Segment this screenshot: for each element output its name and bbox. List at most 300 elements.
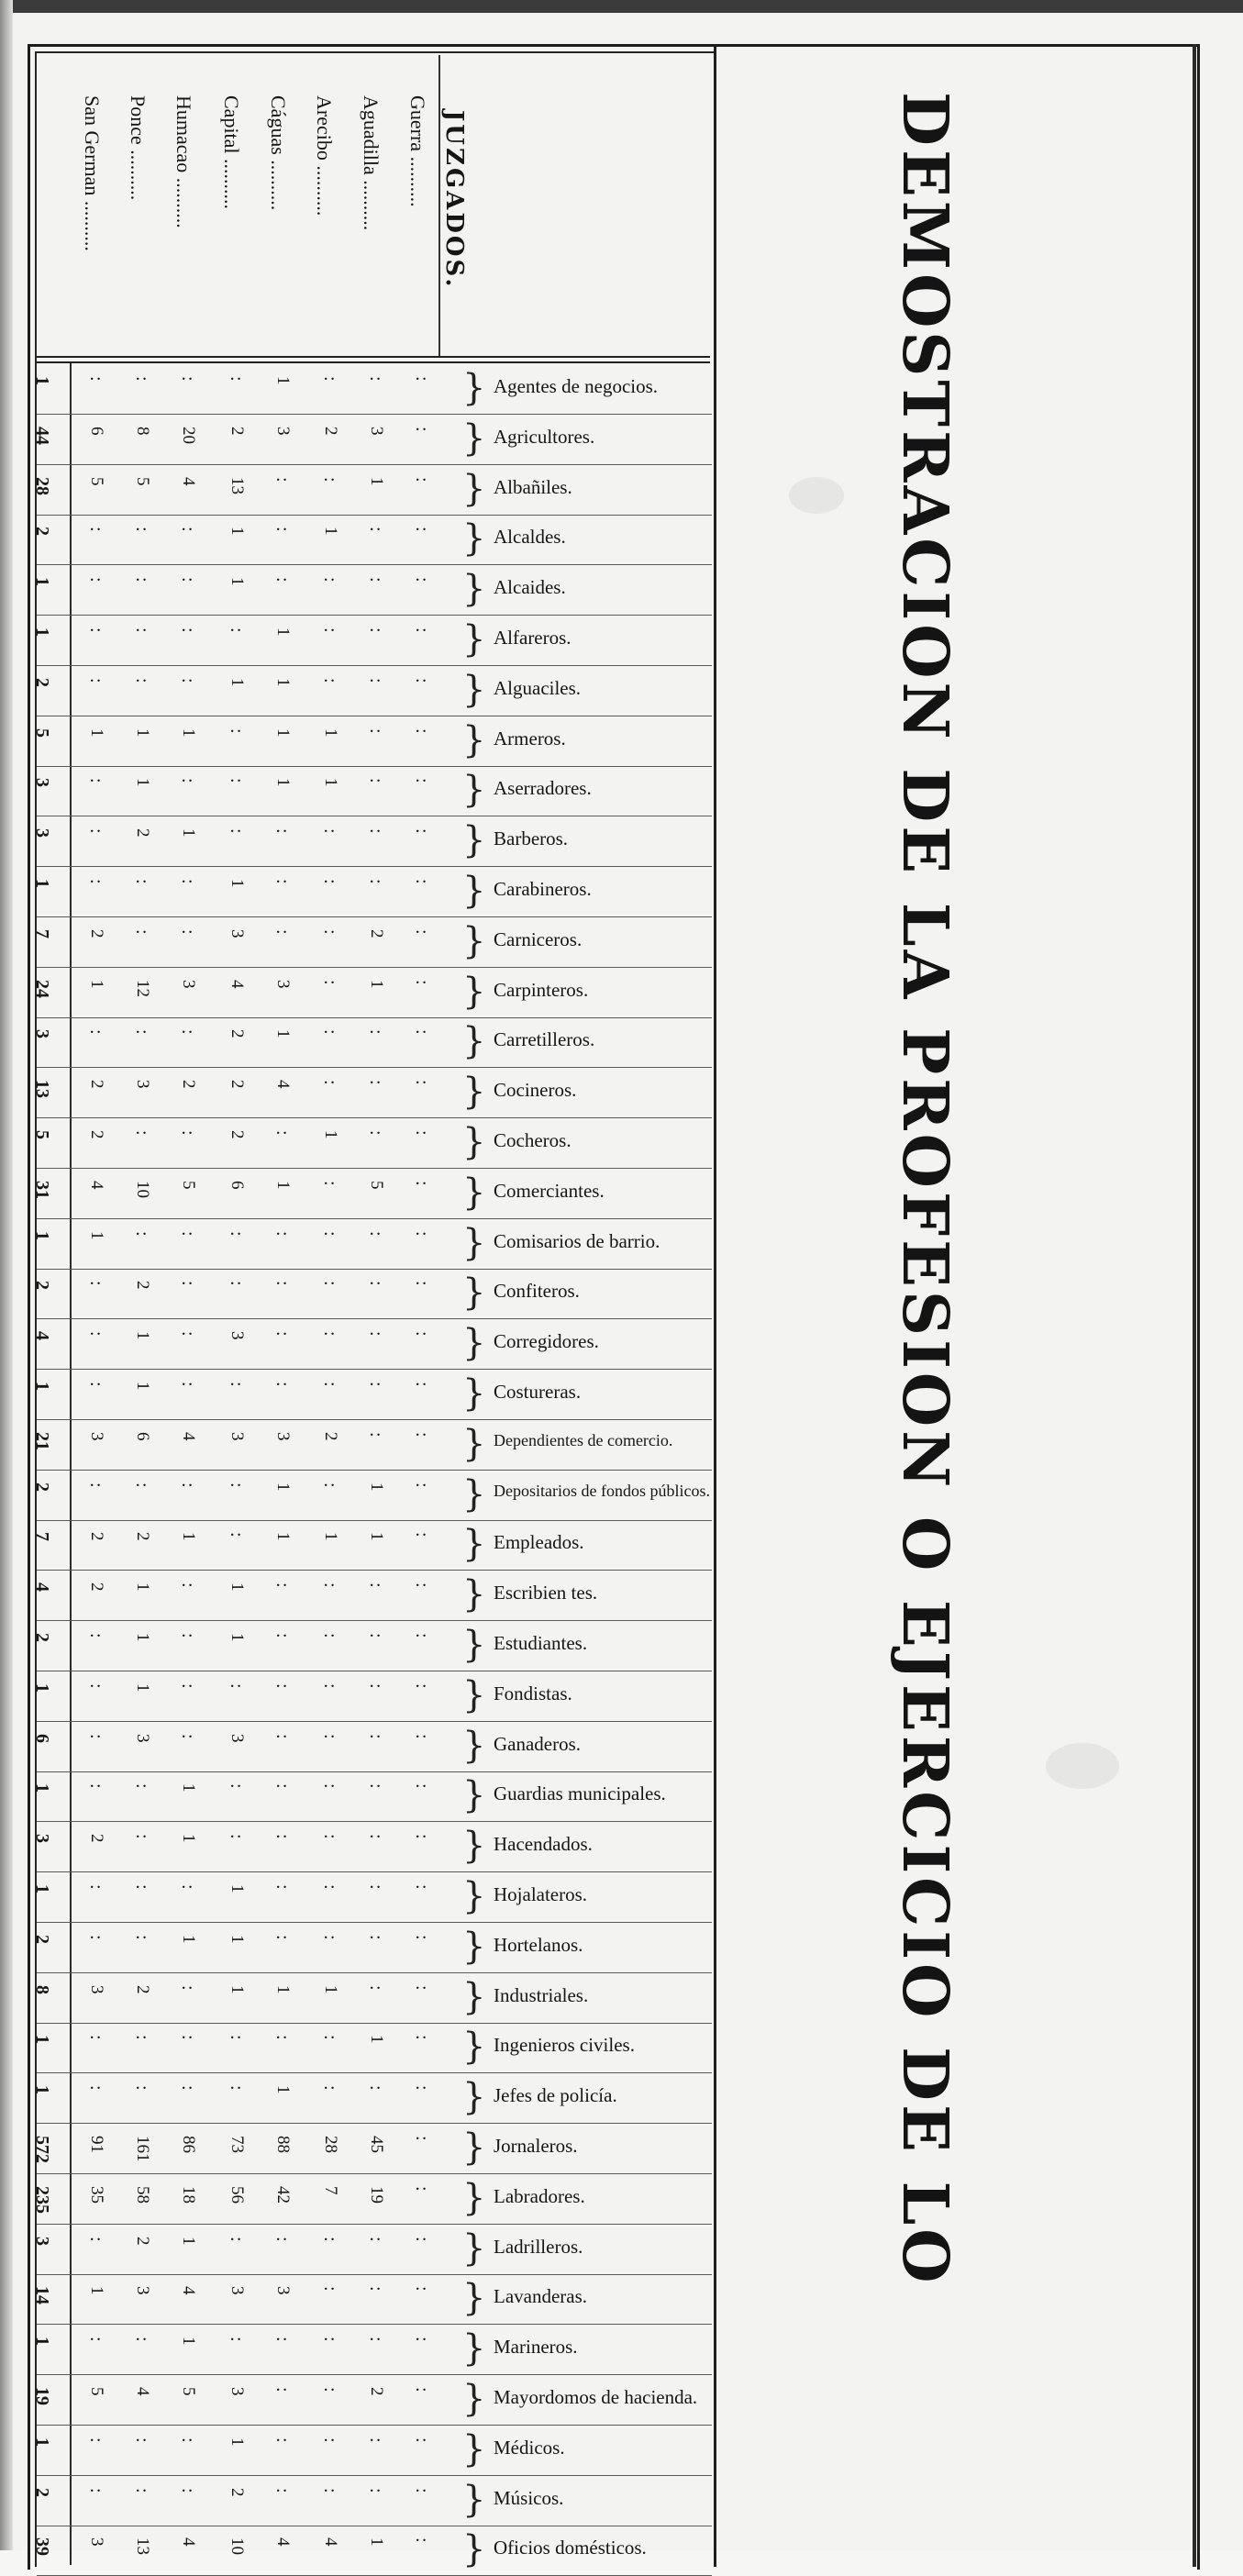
count-cell bbox=[412, 1582, 442, 1610]
count-cell bbox=[132, 677, 162, 705]
brace-mark: } bbox=[462, 568, 486, 611]
cell-value: : bbox=[178, 1029, 198, 1035]
cell-value: : bbox=[272, 2337, 293, 2342]
cell-value: : bbox=[320, 2487, 340, 2493]
count-cell bbox=[132, 879, 162, 906]
cell-value: : bbox=[320, 1281, 340, 1286]
cell-value: : bbox=[412, 2337, 432, 2342]
count-cell bbox=[366, 2337, 396, 2364]
cell-value: 3 bbox=[228, 1331, 247, 1340]
profession-label-text: Cocineros. bbox=[494, 1079, 577, 1102]
count-cell bbox=[86, 2236, 117, 2264]
cell-value: 1 bbox=[321, 727, 340, 738]
cell-value: 2 bbox=[179, 1080, 198, 1089]
cell-value: : bbox=[366, 1382, 386, 1387]
count-cell bbox=[227, 2085, 257, 2113]
count-cell bbox=[272, 527, 303, 554]
cell-value: : bbox=[86, 2337, 106, 2342]
row-total bbox=[32, 527, 62, 554]
count-cell bbox=[367, 2387, 396, 2415]
brace-mark: } bbox=[462, 2427, 486, 2471]
count-cell bbox=[412, 1281, 442, 1308]
count-cell bbox=[178, 1230, 208, 1259]
cell-value: : bbox=[320, 1682, 340, 1689]
count-cell bbox=[87, 1180, 117, 1208]
cell-value: : bbox=[272, 1733, 293, 1739]
count-cell bbox=[178, 1984, 208, 2013]
count-cell bbox=[320, 1934, 350, 1962]
row-total bbox=[32, 2185, 62, 2214]
cell-value: : bbox=[366, 2437, 386, 2443]
cell-value: 1 bbox=[367, 979, 386, 989]
count-cell bbox=[228, 1733, 257, 1761]
cell-value: 1 bbox=[179, 2337, 198, 2346]
cell-value: 4 bbox=[228, 979, 247, 989]
cell-value: : bbox=[272, 928, 293, 935]
table-row bbox=[32, 2225, 712, 2275]
count-cell bbox=[132, 1482, 162, 1510]
cell-value: : bbox=[366, 2337, 386, 2342]
table-row bbox=[32, 1722, 712, 1772]
count-cell bbox=[86, 577, 117, 605]
cell-value: 3 bbox=[87, 1984, 106, 1994]
cell-value: : bbox=[366, 778, 386, 783]
count-cell bbox=[320, 577, 350, 605]
profession-label bbox=[457, 769, 934, 812]
profession-label bbox=[457, 1825, 934, 1868]
brace-mark: } bbox=[462, 1121, 486, 1163]
cell-value: : bbox=[132, 527, 152, 532]
count-cell bbox=[132, 2085, 162, 2113]
cell-value: : bbox=[366, 1783, 386, 1789]
cell-value: 1 bbox=[32, 1884, 52, 1893]
count-cell bbox=[87, 2537, 117, 2565]
court-name: Arecibo .......... bbox=[313, 95, 336, 217]
row-total bbox=[32, 1783, 62, 1811]
table-row bbox=[32, 1671, 712, 1722]
cell-value: : bbox=[178, 879, 198, 884]
count-cell bbox=[272, 1281, 303, 1308]
brace-mark: } bbox=[462, 1825, 486, 1868]
cell-value: : bbox=[412, 1180, 432, 1186]
cell-value: : bbox=[320, 2236, 340, 2242]
brace-mark: } bbox=[462, 1925, 486, 1968]
cell-value: 1 bbox=[32, 1230, 52, 1240]
cell-value: 58 bbox=[133, 2185, 152, 2204]
cell-value: : bbox=[412, 979, 432, 985]
count-cell bbox=[320, 828, 350, 856]
cell-value: 1 bbox=[179, 1783, 198, 1793]
cell-value: 86 bbox=[179, 2136, 198, 2153]
count-cell bbox=[133, 1682, 162, 1711]
cell-value: 2 bbox=[32, 1482, 52, 1492]
cell-value: : bbox=[412, 1783, 432, 1789]
count-cell bbox=[366, 1783, 396, 1811]
cell-value: : bbox=[132, 1230, 152, 1237]
count-cell bbox=[320, 2035, 350, 2062]
count-cell bbox=[320, 1180, 350, 1208]
cell-value: : bbox=[320, 879, 340, 884]
count-cell bbox=[179, 2337, 208, 2364]
cell-value: : bbox=[132, 1783, 152, 1789]
cell-value: 1 bbox=[87, 727, 106, 738]
count-cell bbox=[366, 1281, 396, 1308]
cell-value: 1 bbox=[133, 1582, 152, 1592]
cell-value: : bbox=[366, 1080, 386, 1085]
cell-value: : bbox=[86, 2035, 106, 2040]
count-cell bbox=[178, 376, 208, 404]
cell-value: 1 bbox=[273, 1180, 293, 1190]
row-total bbox=[32, 1130, 62, 1158]
cell-value: 1 bbox=[273, 1029, 293, 1038]
cell-value: : bbox=[320, 2286, 340, 2292]
count-cell bbox=[87, 1230, 117, 1259]
cell-value: : bbox=[412, 879, 432, 884]
court-name: Capital .......... bbox=[220, 95, 243, 210]
count-cell bbox=[321, 426, 350, 454]
profession-label bbox=[457, 2327, 934, 2371]
count-cell bbox=[366, 727, 396, 756]
profession-label bbox=[457, 1523, 934, 1566]
cell-value: : bbox=[178, 1682, 198, 1689]
cell-value: 1 bbox=[367, 2035, 386, 2044]
count-cell bbox=[178, 2437, 208, 2465]
cell-value: : bbox=[86, 1733, 106, 1739]
cell-value: 1 bbox=[32, 2085, 52, 2095]
cell-value: 4 bbox=[32, 1331, 52, 1341]
header-bottom-rule-double bbox=[37, 361, 710, 363]
count-cell bbox=[86, 1783, 117, 1811]
count-cell bbox=[132, 1884, 162, 1912]
count-cell bbox=[412, 2537, 442, 2565]
cell-value: : bbox=[320, 1884, 340, 1890]
cell-value: : bbox=[412, 1884, 432, 1890]
cell-value: : bbox=[178, 1582, 198, 1588]
cell-value: : bbox=[366, 2286, 386, 2292]
count-cell bbox=[320, 2487, 350, 2515]
count-cell bbox=[132, 527, 162, 554]
count-cell bbox=[412, 476, 442, 505]
cell-value: 13 bbox=[32, 1080, 52, 1099]
cell-value: : bbox=[86, 1783, 106, 1789]
brace-mark: } bbox=[462, 1624, 486, 1666]
count-cell bbox=[412, 778, 442, 805]
count-cell bbox=[367, 1482, 396, 1510]
cell-value: 3 bbox=[32, 828, 52, 838]
count-cell bbox=[320, 376, 350, 404]
count-cell bbox=[133, 727, 162, 756]
count-cell bbox=[87, 928, 117, 957]
cell-value: : bbox=[412, 2537, 432, 2543]
row-total bbox=[32, 677, 62, 705]
cell-value: : bbox=[132, 1834, 152, 1839]
court-name: Guerra .......... bbox=[406, 95, 429, 207]
cell-value: : bbox=[320, 1834, 340, 1839]
cell-value: : bbox=[178, 1382, 198, 1387]
cell-value: : bbox=[412, 476, 432, 483]
cell-value: 3 bbox=[273, 426, 293, 436]
count-cell bbox=[320, 879, 350, 906]
profession-label bbox=[457, 1271, 934, 1315]
cell-value: : bbox=[412, 727, 432, 734]
count-cell bbox=[273, 2537, 303, 2565]
count-cell bbox=[320, 2286, 350, 2314]
count-cell bbox=[320, 1230, 350, 1259]
cell-value: : bbox=[320, 2337, 340, 2342]
brace-mark: } bbox=[462, 870, 486, 912]
cell-value: : bbox=[366, 828, 386, 834]
cell-value: : bbox=[132, 627, 152, 633]
profession-label-text: Fondistas. bbox=[494, 1682, 572, 1704]
brace-mark: } bbox=[462, 2076, 486, 2119]
profession-label-text: Armeros. bbox=[494, 727, 566, 749]
cell-value: 39 bbox=[32, 2537, 52, 2557]
brace-mark: } bbox=[462, 416, 486, 460]
brace-mark: } bbox=[462, 2226, 486, 2270]
count-cell bbox=[179, 2185, 208, 2214]
count-cell bbox=[273, 677, 303, 705]
cell-value: 1 bbox=[228, 1884, 247, 1893]
table-row bbox=[32, 968, 712, 1018]
cell-value: 1 bbox=[367, 476, 386, 486]
count-cell bbox=[320, 928, 350, 957]
count-cell bbox=[132, 2437, 162, 2465]
count-cell bbox=[412, 2035, 442, 2062]
count-cell bbox=[179, 727, 208, 756]
cell-value: : bbox=[366, 2487, 386, 2493]
profession-label-text: Ladrilleros. bbox=[494, 2235, 583, 2258]
cell-value: 24 bbox=[32, 979, 52, 998]
table-row bbox=[32, 2526, 712, 2576]
count-cell bbox=[228, 1431, 257, 1460]
cell-value: : bbox=[366, 879, 386, 884]
table-row bbox=[32, 2274, 712, 2325]
cell-value: 1 bbox=[321, 1984, 340, 1994]
cell-value: 5 bbox=[32, 727, 52, 738]
cell-value: 1 bbox=[32, 879, 52, 888]
table-row bbox=[32, 565, 712, 616]
row-total bbox=[32, 2136, 62, 2163]
profession-label-text: Alcaides. bbox=[494, 576, 566, 599]
cell-value: : bbox=[227, 2035, 247, 2040]
cell-value: : bbox=[412, 1281, 432, 1286]
cell-value: : bbox=[178, 2085, 198, 2091]
cell-value: : bbox=[320, 1331, 340, 1337]
cell-value: 6 bbox=[133, 1431, 152, 1441]
cell-value: 1 bbox=[273, 1984, 293, 1994]
cell-value: : bbox=[366, 1130, 386, 1136]
count-cell bbox=[412, 2185, 442, 2214]
table-row bbox=[32, 2375, 712, 2426]
brace-mark: } bbox=[462, 819, 486, 862]
count-cell bbox=[320, 1029, 350, 1057]
row-total bbox=[32, 1029, 62, 1057]
cell-value: 4 bbox=[273, 1080, 293, 1089]
cell-value: : bbox=[178, 577, 198, 583]
cell-value: : bbox=[178, 627, 198, 633]
row-total bbox=[32, 979, 62, 1007]
cell-value: 1 bbox=[133, 1331, 152, 1340]
cell-value: : bbox=[412, 1431, 432, 1438]
table-row bbox=[32, 1319, 712, 1370]
profession-label bbox=[457, 1372, 934, 1415]
cell-value: : bbox=[366, 376, 386, 382]
cell-value: 1 bbox=[228, 1984, 247, 1994]
brace-mark: } bbox=[462, 618, 486, 661]
count-cell bbox=[133, 2537, 162, 2565]
profession-label-text: Dependientes de comercio. bbox=[494, 1430, 673, 1449]
count-cell bbox=[366, 1029, 396, 1057]
count-cell bbox=[178, 879, 208, 906]
cell-value: : bbox=[227, 1834, 247, 1839]
count-cell bbox=[366, 1934, 396, 1962]
count-cell bbox=[366, 1230, 396, 1259]
cell-value: 18 bbox=[179, 2185, 198, 2204]
count-cell bbox=[86, 376, 117, 404]
cell-value: 1 bbox=[273, 727, 293, 738]
count-cell bbox=[228, 426, 257, 454]
count-cell bbox=[227, 627, 257, 655]
count-cell bbox=[272, 1382, 303, 1409]
profession-label bbox=[457, 568, 934, 611]
cell-value: 1 bbox=[87, 1230, 106, 1240]
count-cell bbox=[320, 2236, 350, 2264]
count-cell bbox=[412, 879, 442, 906]
count-cell bbox=[412, 1984, 442, 2013]
count-cell bbox=[179, 2136, 208, 2163]
count-cell bbox=[86, 1331, 117, 1359]
cell-value: 2 bbox=[228, 426, 247, 436]
table-row bbox=[32, 415, 712, 465]
count-cell bbox=[179, 1934, 208, 1962]
count-cell bbox=[179, 1783, 208, 1811]
brace-mark: } bbox=[462, 919, 486, 962]
table-row bbox=[32, 2023, 712, 2073]
count-cell bbox=[366, 1633, 396, 1660]
profession-label bbox=[457, 1422, 934, 1465]
profession-label-text: Cocheros. bbox=[494, 1129, 572, 1151]
cell-value: 3 bbox=[228, 2387, 247, 2396]
profession-label-text: Albañiles. bbox=[494, 475, 572, 498]
cell-value: 4 bbox=[179, 476, 198, 486]
count-cell bbox=[179, 1532, 208, 1560]
row-total bbox=[32, 2085, 62, 2113]
count-cell bbox=[227, 2035, 257, 2062]
cell-value: 1 bbox=[32, 1783, 52, 1793]
table-row bbox=[32, 917, 712, 968]
count-cell bbox=[133, 1532, 162, 1560]
cell-value: : bbox=[320, 627, 340, 633]
cell-value: 3 bbox=[87, 2537, 106, 2547]
cell-value: : bbox=[272, 1834, 293, 1839]
cell-value: 7 bbox=[32, 1532, 52, 1542]
table-row bbox=[32, 1169, 712, 1219]
count-cell bbox=[366, 1582, 396, 1610]
brace-mark: } bbox=[462, 2277, 486, 2320]
count-cell bbox=[320, 677, 350, 705]
row-total bbox=[32, 828, 62, 856]
cell-value: 3 bbox=[273, 1431, 293, 1441]
count-cell bbox=[132, 1029, 162, 1057]
cell-value: : bbox=[272, 1582, 293, 1588]
cell-value: 2 bbox=[87, 1532, 106, 1541]
count-cell bbox=[132, 376, 162, 404]
cell-value: : bbox=[412, 1582, 432, 1588]
count-cell bbox=[87, 2136, 117, 2163]
count-cell bbox=[228, 527, 257, 554]
table-row bbox=[32, 2426, 712, 2476]
cell-value: : bbox=[366, 2085, 386, 2091]
count-cell bbox=[272, 2236, 303, 2264]
cell-value: : bbox=[412, 2236, 432, 2242]
table-row bbox=[32, 1420, 712, 1471]
cell-value: : bbox=[227, 727, 247, 734]
count-cell bbox=[367, 2136, 396, 2163]
count-cell bbox=[228, 928, 257, 957]
cell-value: 5 bbox=[32, 1130, 52, 1139]
cell-value: 4 bbox=[321, 2537, 340, 2547]
cell-value: : bbox=[86, 1331, 106, 1337]
count-cell bbox=[272, 476, 303, 505]
count-cell bbox=[227, 2337, 257, 2364]
count-cell bbox=[178, 1582, 208, 1610]
profession-label bbox=[457, 1624, 934, 1666]
cell-value: : bbox=[320, 979, 340, 985]
cell-value: : bbox=[86, 2236, 106, 2242]
profession-label bbox=[457, 2478, 934, 2521]
count-cell bbox=[273, 1180, 303, 1208]
count-cell bbox=[272, 1331, 303, 1359]
count-cell bbox=[366, 1331, 396, 1359]
cell-value: 2 bbox=[32, 527, 52, 537]
cell-value: 1 bbox=[32, 1382, 52, 1391]
count-cell bbox=[273, 727, 303, 756]
cell-value: : bbox=[86, 1934, 106, 1940]
cell-value: 1 bbox=[367, 1532, 386, 1541]
count-cell bbox=[86, 527, 117, 554]
count-cell bbox=[272, 1230, 303, 1259]
count-cell bbox=[321, 2537, 350, 2565]
table-row bbox=[32, 2325, 712, 2375]
brace-mark: } bbox=[462, 668, 486, 711]
count-cell bbox=[273, 778, 303, 805]
cell-value: : bbox=[320, 2085, 340, 2091]
cell-value: 3 bbox=[32, 778, 52, 788]
cell-value: 1 bbox=[228, 2437, 247, 2447]
profession-label bbox=[457, 517, 934, 561]
profession-label-text: Labradores. bbox=[494, 2184, 585, 2207]
count-cell bbox=[272, 1633, 303, 1660]
cell-value: 1 bbox=[179, 1532, 198, 1541]
row-total bbox=[32, 1431, 62, 1460]
count-cell bbox=[273, 2185, 303, 2214]
profession-label bbox=[457, 718, 934, 761]
count-cell bbox=[367, 2035, 396, 2062]
cell-value: 2 bbox=[32, 2487, 52, 2497]
cell-value: : bbox=[412, 1733, 432, 1739]
cell-value: 4 bbox=[87, 1180, 106, 1190]
count-cell bbox=[273, 376, 303, 404]
row-total bbox=[32, 1382, 62, 1409]
table-row bbox=[32, 766, 712, 816]
count-cell bbox=[86, 2337, 117, 2364]
profession-label-text: Depositarios de fondos públicos. bbox=[494, 1481, 710, 1500]
cell-value: 3 bbox=[228, 1431, 247, 1441]
cell-value: 1 bbox=[32, 2437, 52, 2447]
cell-value: : bbox=[320, 1080, 340, 1085]
scan-top-edge bbox=[0, 0, 1243, 13]
cell-value: : bbox=[227, 778, 247, 783]
